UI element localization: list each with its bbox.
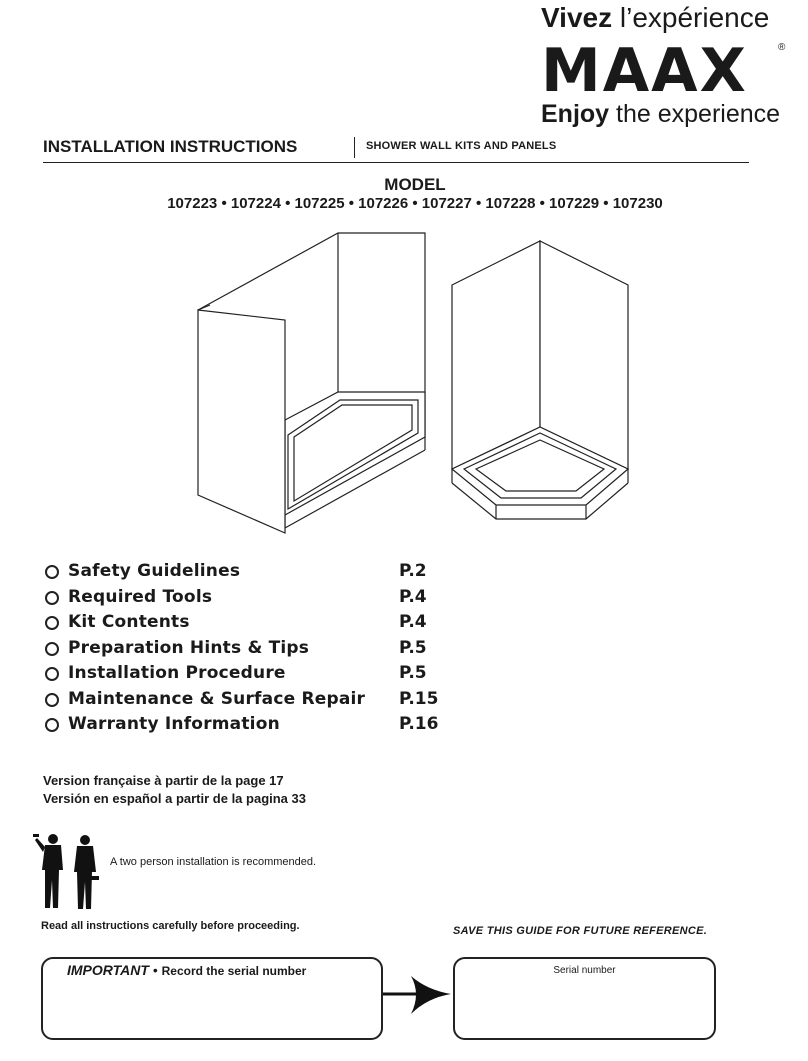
brand-tagline-english	[541, 100, 780, 129]
serial-number-label: Serial number	[553, 965, 616, 976]
toc-item	[45, 587, 465, 613]
toc-item-page: P.15	[399, 688, 439, 709]
toc-item-page: P.5	[399, 663, 427, 683]
toc-item-page: P.5	[399, 637, 427, 658]
model-numbers: 107223 • 107224 • 107225 • 107226 • 107227 • 107228 • 107229 • 107230	[167, 195, 663, 212]
brand-tagline-french-bold: Vivez	[541, 2, 613, 33]
arrow-right-icon	[383, 970, 455, 1020]
toc-item-page: P.4	[399, 612, 427, 632]
toc-item	[45, 612, 465, 638]
circle-bullet-icon	[45, 693, 59, 707]
circle-bullet-icon	[45, 718, 59, 732]
toc-item-page: P.2	[399, 561, 427, 581]
important-bullet: •	[152, 962, 158, 978]
spanish-version-note: Versión en español a partir de la pagina 33	[43, 791, 306, 806]
model-label: MODEL	[384, 175, 446, 194]
important-text: Record the serial number	[161, 964, 307, 978]
circle-bullet-icon	[45, 667, 59, 681]
toc-item	[45, 638, 465, 664]
header-rule	[43, 162, 749, 163]
toc-item-label: Preparation Hints & Tips	[68, 637, 310, 658]
circle-bullet-icon	[45, 642, 59, 656]
maax-logo: MAAX	[541, 36, 748, 106]
french-version-note: Version française à partir de la page 17	[43, 773, 284, 788]
brand-tagline-french	[541, 2, 769, 34]
toc-item-page: P.16	[399, 714, 439, 734]
two-installers-icon	[33, 830, 105, 912]
brand-tagline-french-light: l’expérience	[619, 2, 770, 33]
toc-item-label: Maintenance & Surface Repair	[68, 688, 366, 709]
rectangular-shower-illustration	[190, 225, 440, 540]
toc-item-label: Installation Procedure	[68, 663, 286, 683]
toc-item-label: Required Tools	[68, 586, 213, 607]
read-instructions-note: Read all instructions carefully before proceeding.	[41, 920, 300, 932]
save-guide-note: SAVE THIS GUIDE FOR FUTURE REFERENCE.	[453, 925, 708, 937]
important-heading	[67, 962, 306, 978]
brand-tagline-english-light: the experience	[616, 100, 781, 128]
toc-item-label: Kit Contents	[68, 612, 190, 632]
toc-item-label: Warranty Information	[68, 714, 280, 734]
brand-tagline-english-bold: Enjoy	[541, 100, 610, 128]
document-title: INSTALLATION INSTRUCTIONS	[43, 137, 298, 156]
toc-item	[45, 663, 465, 689]
table-of-contents	[45, 561, 465, 740]
toc-item-label: Safety Guidelines	[68, 561, 241, 581]
toc-item	[45, 561, 465, 587]
toc-item	[45, 689, 465, 715]
two-person-note: A two person installation is recommended.	[110, 856, 317, 868]
document-subtitle: SHOWER WALL KITS AND PANELS	[366, 140, 557, 152]
toc-item	[45, 714, 465, 740]
toc-item-page: P.4	[399, 586, 427, 607]
header-separator	[354, 137, 355, 158]
registered-mark: ®	[778, 42, 786, 53]
circle-bullet-icon	[45, 616, 59, 630]
important-label: IMPORTANT	[67, 962, 149, 978]
neo-angle-shower-illustration	[446, 237, 636, 522]
circle-bullet-icon	[45, 565, 59, 579]
circle-bullet-icon	[45, 591, 59, 605]
